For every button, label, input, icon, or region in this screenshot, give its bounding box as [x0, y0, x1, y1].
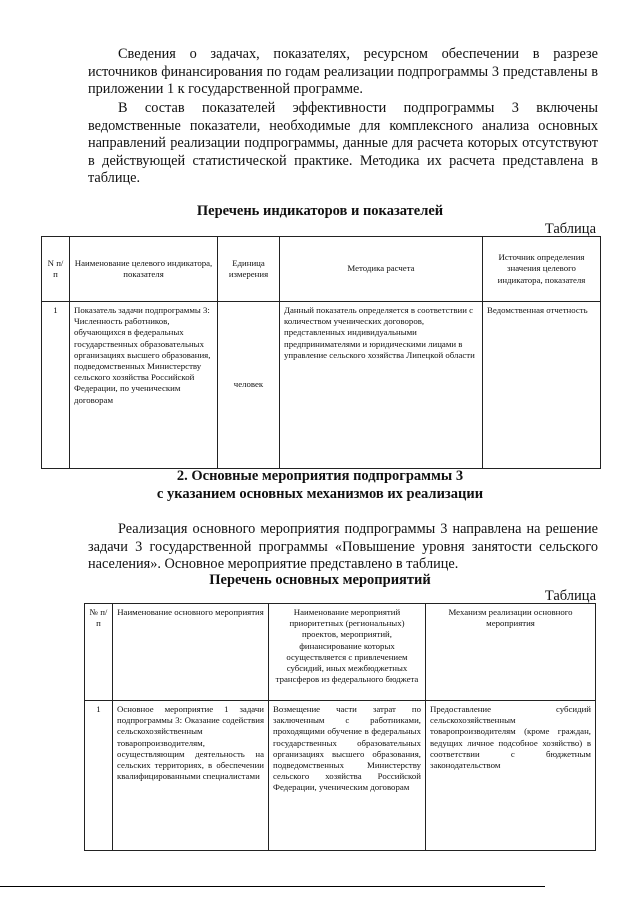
column-header-mechanism: Механизм реализации основного мероприятия — [426, 604, 596, 701]
measure-name-cell: Основное мероприятие 1 задачи подпрограммы 3: Оказание содействия сельскохозяйственным товаропроизводителям, осуществляющим деятельность на сельских территориях, в обеспечении квалифицированными специалистами — [113, 701, 269, 851]
source-cell: Ведомственная отчетность — [483, 302, 601, 469]
section-2-paragraph: Реализация основного мероприятия подпрограммы 3 направлена на решение задачи 3 государственной программы «Повышение уровня занятости сельского населения». Основное мероприятие представлено в таблице. — [88, 521, 598, 573]
column-header-number: N п/п — [42, 237, 70, 302]
column-header-source: Источник определения значения целевого индикатора, показателя — [483, 237, 601, 302]
section-2-heading-line-2: с указанием основных механизмов их реализации — [156, 485, 484, 502]
row-number: 1 — [85, 701, 113, 851]
projects-cell: Возмещение части затрат по заключенным с работниками, проходящими обучение в федеральных государственных образовательных организациях высшего образования, подведомственных Министерству сельского хозяйства Российской Федерации, ученическим договорам — [269, 701, 426, 851]
column-header-indicator-name: Наименование целевого индикатора, показателя — [70, 237, 218, 302]
unit-cell: человек — [218, 302, 280, 469]
measures-table-caption: Таблица — [544, 588, 596, 604]
footer-divider — [0, 886, 545, 887]
table-row — [42, 302, 601, 469]
row-number: 1 — [42, 302, 70, 469]
indicators-table-caption: Таблица — [544, 221, 596, 237]
column-header-unit: Единица измерения — [218, 237, 280, 302]
column-header-method: Методика расчета — [280, 237, 483, 302]
column-header-number: № п/п — [85, 604, 113, 701]
column-header-measure-name: Наименование основного мероприятия — [113, 604, 269, 701]
indicators-header-row — [42, 237, 601, 302]
column-header-projects: Наименование мероприятий приоритетных (региональных) проектов, мероприятий, финансирование которых осуществляется с привлечением субсидий, иных межбюджетных трансферов из федерального бюджета — [269, 604, 426, 701]
indicators-table — [41, 236, 601, 469]
intro-paragraph-2: В состав показателей эффективности подпрограммы 3 включены ведомственные показатели, необходимые для комплексного анализа основных направлений реализации подпрограммы, данные для расчета которых отсутствуют в действующей статистической практике. Методика их расчета представлена в таблице. — [88, 100, 598, 187]
method-cell: Данный показатель определяется в соответствии с количеством ученических договоров, представленных индивидуальными предпринимателями и юридическими лицами в управление сельского хозяйства Липецкой области — [280, 302, 483, 469]
mechanism-cell: Предоставление субсидий сельскохозяйственным товаропроизводителям (кроме граждан, ведущих личное подсобное хозяйство) в соответствии с бюджетным законодательством — [426, 701, 596, 851]
indicators-heading: Перечень индикаторов и показателей — [196, 203, 444, 219]
section-2-heading — [0, 468, 640, 503]
measures-header-row — [85, 604, 596, 701]
section-2-heading-line-1: 2. Основные мероприятия подпрограммы 3 — [176, 468, 464, 484]
indicator-name-cell: Показатель задачи подпрограммы 3: Численность работников, обучающихся в федеральных государственных образовательных организациях высшего образования, подведомственных Министерству сельского хозяйства Российской Федерации, по ученическим договорам — [70, 302, 218, 469]
intro-paragraph-1: Сведения о задачах, показателях, ресурсном обеспечении в разрезе источников финансирования по годам реализации подпрограммы 3 представлены в приложении 1 к государственной программе. — [88, 46, 598, 98]
measures-heading: Перечень основных мероприятий — [209, 572, 431, 588]
table-row — [85, 701, 596, 851]
measures-table — [84, 603, 596, 851]
